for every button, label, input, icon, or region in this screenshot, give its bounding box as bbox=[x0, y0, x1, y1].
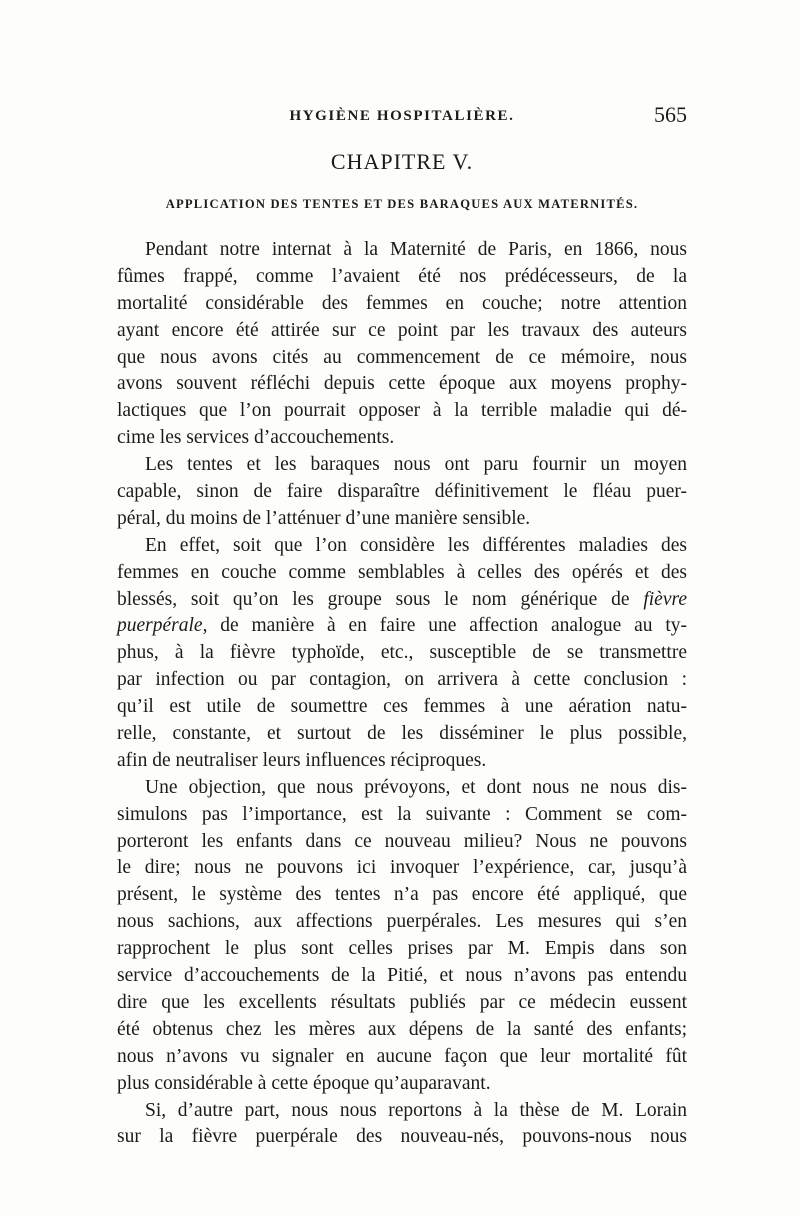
text-line: avons souvent réfléchi depuis cette époque aux moyens prophy- bbox=[117, 373, 687, 395]
text-line: nous n’avons vu signaler en aucune façon que leur mortalité fût bbox=[117, 1045, 687, 1067]
text-line: le dire; nous ne pouvons ici invoquer l’expérience, car, jusqu’à bbox=[117, 857, 687, 879]
text-line: relle, constante, et surtout de les disséminer le plus possible, bbox=[117, 723, 687, 745]
text-segment: blessés, soit qu’on les groupe sous le nom générique de bbox=[117, 588, 630, 610]
text-line: rapprochent le plus sont celles prises par M. Empis dans son bbox=[117, 938, 687, 960]
text-line bbox=[117, 613, 687, 640]
text-line: dire que les excellents résultats publiés par ce médecin eussent bbox=[117, 991, 687, 1013]
chapter-title: CHAPITRE V. bbox=[330, 149, 474, 174]
running-title: HYGIÈNE HOSPITALIÈRE. bbox=[289, 108, 515, 124]
text-line bbox=[117, 587, 687, 614]
text-line: femmes en couche comme semblables à celles des opérés et des bbox=[117, 561, 687, 583]
text-line: ayant encore été attirée sur ce point par les travaux des auteurs bbox=[117, 319, 687, 341]
text-line: porteront les enfants dans ce nouveau milieu? Nous ne pouvons bbox=[117, 830, 687, 852]
page-number: 565 bbox=[654, 102, 687, 127]
text-line: afin de neutraliser leurs influences réciproques. bbox=[117, 749, 487, 771]
text-line: Les tentes et les baraques nous ont paru fournir un moyen bbox=[145, 454, 687, 476]
text-line: mortalité considérable des femmes en couche; notre attention bbox=[117, 292, 687, 314]
text-line: Une objection, que nous prévoyons, et dont nous ne nous dis- bbox=[145, 776, 687, 798]
text-line: plus considérable à cette époque qu’auparavant. bbox=[117, 1072, 491, 1094]
text-line: sur la fièvre puerpérale des nouveau-nés, pouvons-nous nous bbox=[117, 1126, 687, 1148]
text-line: nous sachions, aux affections puerpérales. Les mesures qui s’en bbox=[117, 911, 687, 933]
text-segment: , de manière à en faire une affection analogue au ty- bbox=[202, 615, 687, 637]
text-line: phus, à la fièvre typhoïde, etc., susceptible de se transmettre bbox=[117, 642, 687, 664]
italic-term: fièvre bbox=[643, 588, 688, 610]
body-text bbox=[117, 237, 687, 1151]
text-line: péral, du moins de l’atténuer d’une manière sensible. bbox=[117, 507, 531, 529]
text-line: que nous avons cités au commencement de ce mémoire, nous bbox=[117, 346, 687, 368]
text-line: fûmes frappé, comme l’avaient été nos prédécesseurs, de la bbox=[117, 265, 687, 287]
text-line: Si, d’autre part, nous nous reportons à la thèse de M. Lorain bbox=[145, 1099, 687, 1121]
text-line: En effet, soit que l’on considère les différentes maladies des bbox=[145, 534, 687, 556]
text-line: lactiques que l’on pourrait opposer à la terrible maladie qui dé- bbox=[117, 400, 687, 422]
text-line: par infection ou par contagion, on arrivera à cette conclusion : bbox=[117, 669, 687, 691]
chapter-subtitle: APPLICATION DES TENTES ET DES BARAQUES AUX MATERNITÉS. bbox=[165, 197, 639, 211]
text-line: capable, sinon de faire disparaître définitivement le fléau puer- bbox=[117, 481, 687, 503]
text-line: été obtenus chez les mères aux dépens de la santé des enfants; bbox=[117, 1018, 687, 1040]
italic-term: puerpérale bbox=[117, 615, 203, 637]
text-line: service d’accouchements de la Pitié, et nous n’avons pas entendu bbox=[117, 965, 687, 987]
text-line: qu’il est utile de soumettre ces femmes à une aération natu- bbox=[117, 696, 687, 718]
text-line: simulons pas l’importance, est la suivante : Comment se com- bbox=[117, 803, 687, 825]
text-line: cime les services d’accouchements. bbox=[117, 427, 395, 449]
running-header bbox=[117, 104, 687, 128]
text-line: Pendant notre internat à la Maternité de Paris, en 1866, nous bbox=[145, 239, 687, 260]
text-line: présent, le système des tentes n’a pas encore été appliqué, que bbox=[117, 884, 687, 906]
